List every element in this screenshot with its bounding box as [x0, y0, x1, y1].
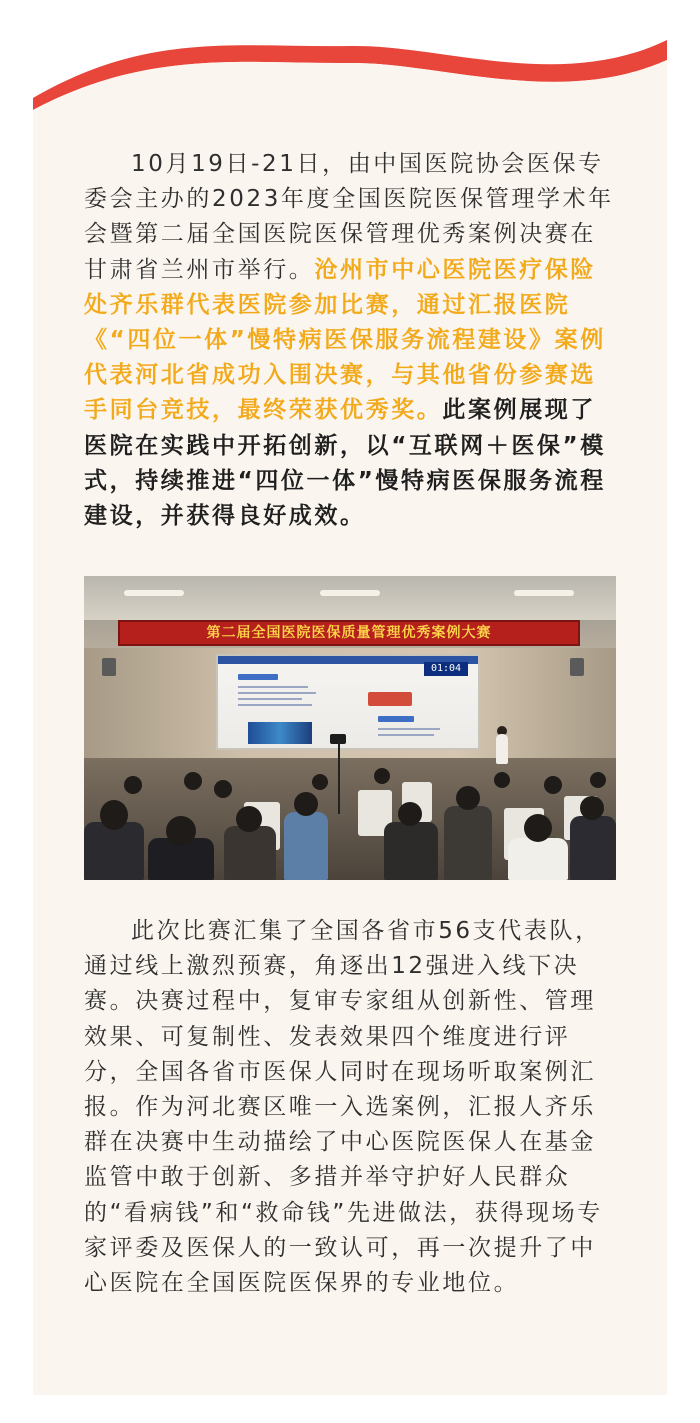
slide-text-line — [238, 692, 316, 694]
event-photo — [84, 576, 616, 880]
speaker-icon — [102, 658, 116, 676]
audience-head — [100, 800, 128, 830]
slide-text-line — [238, 686, 308, 688]
audience-head — [294, 792, 318, 816]
slide-image — [248, 722, 312, 744]
ceiling-light — [124, 590, 184, 596]
event-banner: 第二届全国医院医保质量管理优秀案例大赛 — [118, 620, 580, 646]
audience-head — [236, 806, 262, 832]
projection-screen — [216, 654, 480, 750]
presenter — [496, 734, 508, 764]
audience-member — [284, 812, 328, 880]
competition-text: 此次比赛汇集了全国各省市56支代表队，通过线上激烈预赛，角逐出12强进入线下决赛。决赛过程中，复审专家组从创新性、管理效果、可复制性、发表效果四个维度进行评分，全国各省市医保人同时在现场听取案例汇报。作为河北赛区唯一入选案例，汇报人齐乐群在决赛中生动描绘了中心医院医保人在基金监管中敢于创新、多措并举守护好人民群众的“看病钱”和“救命钱”先进做法，获得现场专家评委及医保人的一致认可，再一次提升了中心医院在全国医院医保界的专业地位。 — [84, 918, 603, 1297]
competition-paragraph — [84, 914, 616, 1301]
camera-tripod — [338, 740, 340, 814]
audience-head — [312, 774, 328, 790]
slide-text-line — [238, 698, 302, 700]
audience-member — [84, 822, 144, 880]
photo-ceiling — [84, 576, 616, 620]
audience-head — [184, 772, 202, 790]
audience-head — [398, 802, 422, 826]
ceiling-light — [514, 590, 574, 596]
audience-head — [590, 772, 606, 788]
slide-text-line — [378, 734, 434, 736]
audience-head — [456, 786, 480, 810]
audience-member — [508, 838, 568, 880]
countdown-timer: 01:04 — [424, 662, 468, 676]
audience-head — [544, 776, 562, 794]
ceiling-light — [320, 590, 380, 596]
slide-title-block — [238, 674, 278, 680]
audience-head — [494, 772, 510, 788]
red-wave-decoration — [0, 0, 700, 110]
audience-head — [374, 768, 390, 784]
slide-text-line — [238, 704, 312, 706]
speaker-icon — [570, 658, 584, 676]
highlight-bold-text: 此案例展现了医院在实践中开拓创新，以“互联网＋医保”模式，持续推进“四位一体”慢特病医保服务流程建设，并获得良好成效。 — [84, 397, 606, 530]
audience-member — [444, 806, 492, 880]
intro-text: 10月19日-21日，由中国医院协会医保专委会主办的2023年度全国医院医保管理学术年会暨第二届全国医院医保管理优秀案例决赛在甘肃省兰州市举行。 — [84, 151, 614, 283]
highlight-award-text: 沧州市中心医院医疗保险处齐乐群代表医院参加比赛，通过汇报医院《“四位一体”慢特病医保服务流程建设》案例代表河北省成功入围决赛，与其他省份参赛选手同台竞技，最终荣获优秀奖。 — [84, 256, 606, 424]
audience-head — [580, 796, 604, 820]
audience-head — [214, 780, 232, 798]
slide-subtitle-block — [378, 716, 414, 722]
audience-head — [166, 816, 196, 846]
audience-member — [224, 826, 276, 880]
intro-paragraph — [84, 147, 616, 534]
audience-member — [384, 822, 438, 880]
audience-member — [570, 816, 616, 880]
slide-graphic — [368, 692, 412, 706]
slide-text-line — [378, 728, 440, 730]
audience-head — [524, 814, 552, 842]
audience-head — [124, 776, 142, 794]
